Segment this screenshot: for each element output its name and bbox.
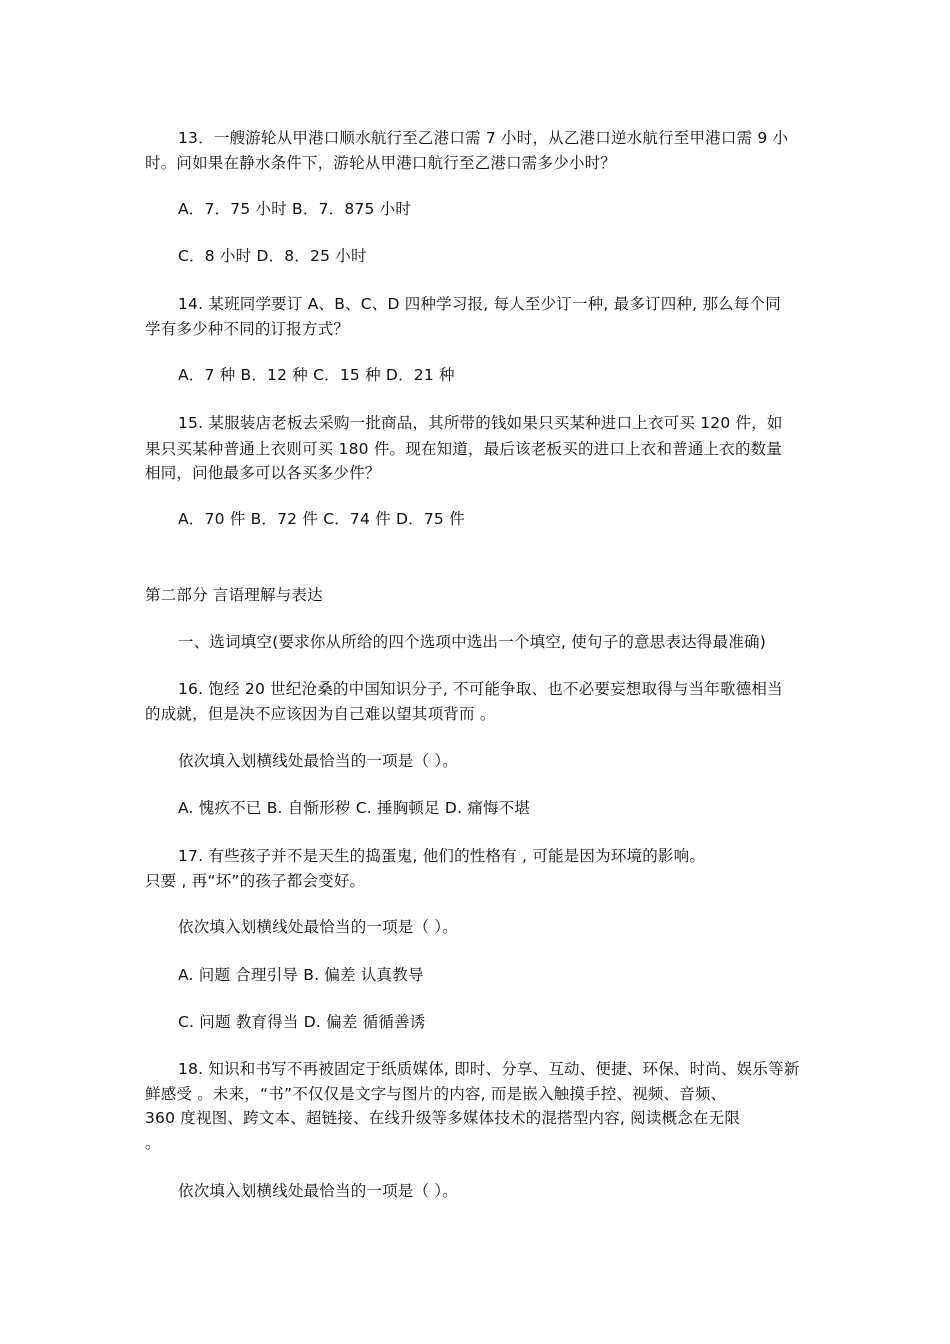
q18-line1: 18. 知识和书写不再被固定于纸质媒体, 即时、分享、互动、便捷、环保、时尚、娱乐等新 — [178, 1060, 800, 1078]
q13-options-ab: A．7．75 小时 B．7．875 小时 — [178, 200, 412, 218]
q16-line1: 16. 饱经 20 世纪沧桑的中国知识分子, 不可能争取、也不必要妄想取得与当年歌德相当 — [178, 680, 783, 698]
q14-line2: 学有多少种不同的订报方式？ — [145, 320, 350, 338]
q17-options-cd: C. 问题 教育得当 D. 偏差 循循善诱 — [178, 1013, 426, 1031]
q15-line3: 相同，问他最多可以各买多少件？ — [145, 464, 381, 482]
q18-line3: 360 度视图、跨文本、超链接、在线升级等多媒体技术的混搭型内容, 阅读概念在无限 — [145, 1109, 741, 1127]
q18-line2: 鲜感受 。未来，“书”不仅仅是文字与图片的内容, 而是嵌入触摸手控、视频、音频、 — [145, 1085, 727, 1103]
q16-options: A. 愧疚不已 B. 自惭形秽 C. 捶胸顿足 D. 痛悔不堪 — [178, 799, 531, 817]
q15-line2: 果只买某种普通上衣则可买 180 件。现在知道，最后该老板买的进口上衣和普通上衣的数量 — [145, 440, 783, 458]
q17-prompt: 依次填入划横线处最恰当的一项是（ ）。 — [178, 918, 458, 936]
q14-line1: 14. 某班同学要订 A、B、C、D 四种学习报, 每人至少订一种, 最多订四种, 那么每个同 — [178, 295, 781, 313]
part2-title: 第二部分 言语理解与表达 — [145, 586, 323, 604]
q13-line2: 时。问如果在静水条件下，游轮从甲港口航行至乙港口需多少小时？ — [145, 154, 617, 172]
q16-prompt: 依次填入划横线处最恰当的一项是（ ）。 — [178, 752, 458, 770]
q15-options: A．70 件 B．72 件 C．74 件 D．75 件 — [178, 510, 465, 528]
q17-line1: 17. 有些孩子并不是天生的捣蛋鬼, 他们的性格有 , 可能是因为环境的影响。 — [178, 847, 706, 865]
q18-line4: 。 — [145, 1134, 161, 1152]
q15-line1: 15. 某服装店老板去采购一批商品，其所带的钱如果只买某种进口上衣可买 120 件，如 — [178, 414, 783, 432]
q17-options-ab: A. 问题 合理引导 B. 偏差 认真教导 — [178, 966, 424, 984]
q13-options-cd: C．8 小时 D．8．25 小时 — [178, 247, 367, 265]
section-heading: 一、选词填空(要求你从所给的四个选项中选出一个填空, 使句子的意思表达得最准确) — [178, 633, 766, 651]
q17-line2: 只要 , 再“坏”的孩子都会变好。 — [145, 872, 366, 890]
q16-line2: 的成就，但是决不应该因为自己难以望其项背而 。 — [145, 705, 496, 723]
q14-options: A．7 种 B．12 种 C．15 种 D．21 种 — [178, 366, 455, 384]
q18-prompt: 依次填入划横线处最恰当的一项是（ ）。 — [178, 1182, 458, 1200]
q13-line1: 13．一艘游轮从甲港口顺水航行至乙港口需 7 小时，从乙港口逆水航行至甲港口需 9 小 — [178, 129, 789, 147]
